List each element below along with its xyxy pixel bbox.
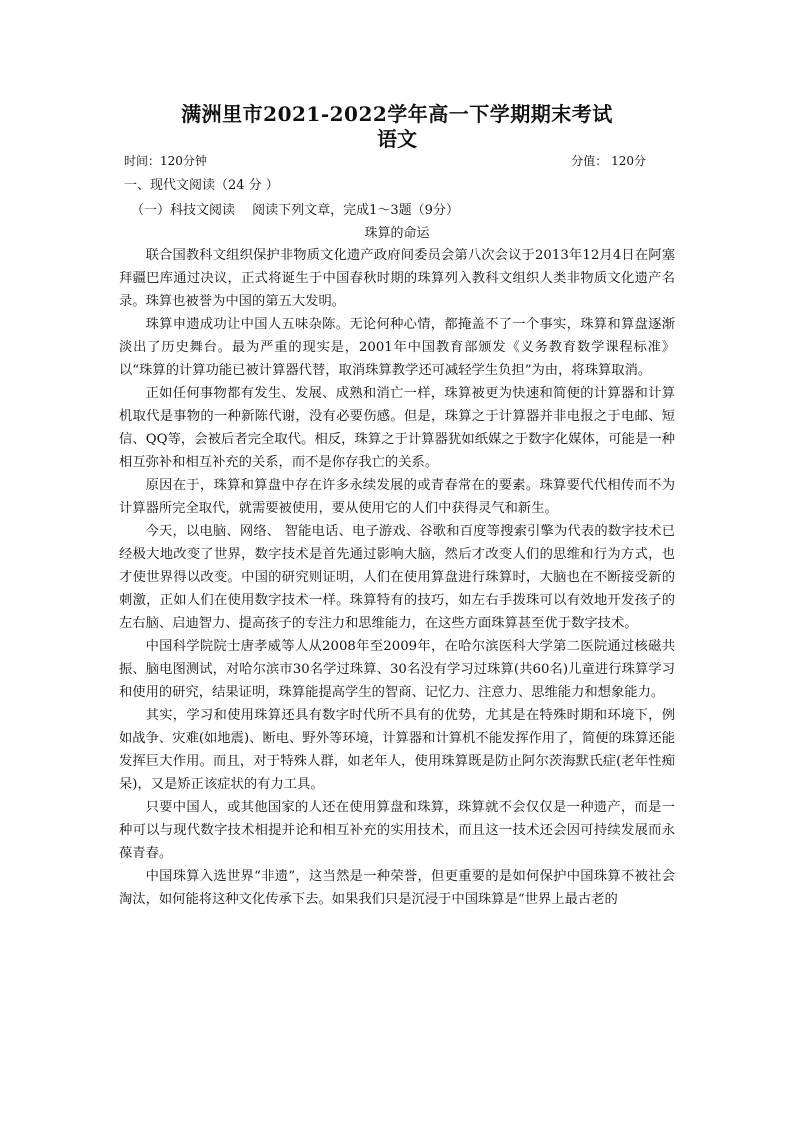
exam-title: 满洲里市2021-2022学年高一下学期期末考试 (181, 102, 613, 126)
paragraph: 原因在于，珠算和算盘中存在许多永续发展的或青春常在的要素。珠算要代代相传而不为计算器所完全取代，就需要被使用，要从使用它的人们中获得灵气和新生。 (119, 478, 675, 516)
total-score: 分值： 120分 (571, 154, 646, 168)
paragraph: 珠算申遗成功让中国人五味杂陈。无论何种心情，都掩盖不了一个事实，珠算和算盘逐渐淡出了历史舞台。最为严重的现实是，2001年中国教育部颁发《义务教育数学课程标准》以“珠算的计算功能已被计算器代替，取消珠算教学还可减轻学生负担”为由，将珠算取消。 (119, 317, 675, 378)
section-heading: 一、现代文阅读（24 分 ） (124, 178, 279, 193)
subsection-heading: （一）科技文阅读 阅读下列文章，完成1～3题（9分） (131, 203, 459, 218)
paragraph: 正如任何事物都有发生、发展、成熟和消亡一样，珠算被更为快速和简便的计算器和计算机取代是事物的一种新陈代谢，没有必要伤感。但是，珠算之于计算器并非电报之于电邮、短信、QQ等，会被后者完全取代。相反，珠算之于计算器犹如纸媒之于数字化媒体，可能是一种相互弥补和相互补充的关系，而不是你存我亡的关系。 (119, 386, 675, 470)
paragraph: 只要中国人，或其他国家的人还在使用算盘和珠算，珠算就不会仅仅是一种遗产，而是一种可以与现代数字技术相提并论和相互补充的实用技术，而且这一技术还会因可持续发展而永葆青春。 (119, 800, 675, 861)
paragraph: 中国科学院院士唐孝威等人从2008年至2009年，在哈尔滨医科大学第二医院通过核磁共振、脑电图测试，对哈尔滨市30名学过珠算、30名没有学习过珠算(共60名)儿童进行珠算学习和使用的研究，结果证明，珠算能提高学生的智商、记忆力、注意力、思维能力和想象能力。 (119, 639, 675, 700)
subject-title: 语文 (377, 127, 417, 151)
paragraph: 今天，以电脑、网络、 智能电话、电子游戏、谷歌和百度等搜索引擎为代表的数字技术已经极大地改变了世界，数字技术是首先通过影响大脑，然后才改变人们的思维和行为方式，也才使世界得以改变。中国的研究则证明，人们在使用算盘进行珠算时，大脑也在不断接受新的刺激，正如人们在使用数字技术一样。珠算特有的技巧，如左右手拨珠可以有效地开发孩子的左右脑、启迪智力、提高孩子的专注力和思维能力，在这些方面珠算甚至优于数字技术。 (119, 524, 675, 631)
paragraph: 中国珠算入选世界“非遗”，这当然是一种荣誉，但更重要的是如何保护中国珠算不被社会淘汰，如何能将这种文化传承下去。如果我们只是沉浸于中国珠算是“世界上最古老的 (119, 869, 675, 907)
time-limit: 时间：120分钟 (124, 154, 207, 168)
paragraph: 联合国教科文组织保护非物质文化遗产政府间委员会第八次会议于2013年12月4日在阿塞拜疆巴库通过决议，正式将诞生于中国春秋时期的珠算列入教科文组织人类非物质文化遗产名录。珠算也被誉为中国的第五大发明。 (119, 248, 675, 309)
article-title: 珠算的命运 (364, 226, 430, 241)
article-body (119, 244, 675, 911)
paragraph: 其实，学习和使用珠算还具有数字时代所不具有的优势，尤其是在特殊时期和环境下，例如战争、灾难(如地震)、断电、野外等环境，计算器和计算机不能发挥作用了，简便的珠算还能发挥巨大作用。而且，对于特殊人群，如老年人，使用珠算既是防止阿尔茨海默氏症(老年性痴呆)，又是矫正该症状的有力工具。 (119, 708, 675, 792)
